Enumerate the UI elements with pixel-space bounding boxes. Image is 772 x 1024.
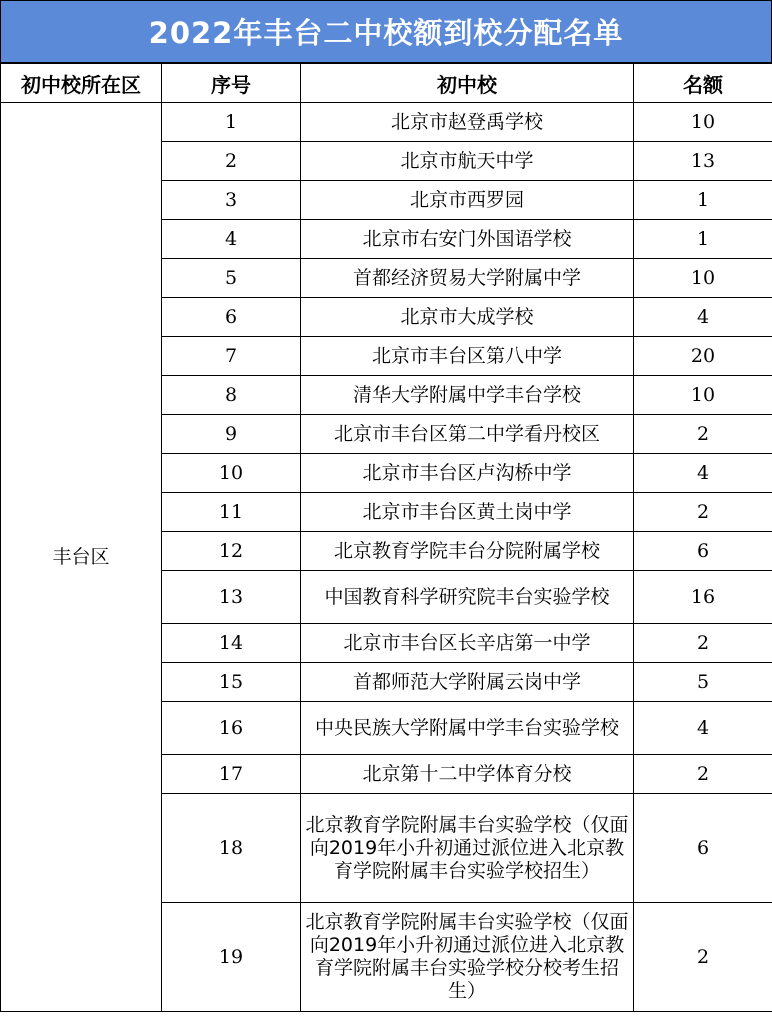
school-cell: 北京市丰台区第二中学看丹校区: [301, 415, 634, 454]
school-cell: 北京市丰台区第八中学: [301, 337, 634, 376]
school-cell: 清华大学附属中学丰台学校: [301, 376, 634, 415]
district-cell: 丰台区: [1, 103, 162, 1012]
school-cell: 北京市赵登禹学校: [301, 103, 634, 142]
quota-cell: 16: [634, 571, 772, 624]
header-row: [1, 64, 772, 103]
school-cell: 中国教育科学研究院丰台实验学校: [301, 571, 634, 624]
number-cell: 3: [162, 181, 301, 220]
school-cell: 北京教育学院丰台分院附属学校: [301, 532, 634, 571]
number-cell: 7: [162, 337, 301, 376]
number-cell: 13: [162, 571, 301, 624]
school-cell: 北京第十二中学体育分校: [301, 755, 634, 794]
number-cell: 12: [162, 532, 301, 571]
sheet-title: 2022年丰台二中校额到校分配名单: [0, 0, 772, 63]
number-cell: 16: [162, 702, 301, 755]
school-cell: 北京市大成学校: [301, 298, 634, 337]
header-district: 初中校所在区: [1, 64, 162, 103]
allocation-table: [0, 63, 772, 1012]
school-cell: 首都经济贸易大学附属中学: [301, 259, 634, 298]
number-cell: 15: [162, 663, 301, 702]
quota-cell: 2: [634, 415, 772, 454]
school-cell: 北京市丰台区卢沟桥中学: [301, 454, 634, 493]
number-cell: 8: [162, 376, 301, 415]
quota-cell: 20: [634, 337, 772, 376]
quota-cell: 1: [634, 181, 772, 220]
school-cell: 中央民族大学附属中学丰台实验学校: [301, 702, 634, 755]
quota-cell: 6: [634, 794, 772, 903]
number-cell: 18: [162, 794, 301, 903]
header-number: 序号: [162, 64, 301, 103]
number-cell: 11: [162, 493, 301, 532]
school-cell: 北京市右安门外国语学校: [301, 220, 634, 259]
header-school: 初中校: [301, 64, 634, 103]
quota-cell: 5: [634, 663, 772, 702]
quota-cell: 2: [634, 755, 772, 794]
quota-cell: 13: [634, 142, 772, 181]
quota-cell: 10: [634, 103, 772, 142]
school-cell: 首都师范大学附属云岗中学: [301, 663, 634, 702]
number-cell: 19: [162, 903, 301, 1012]
school-cell: 北京教育学院附属丰台实验学校（仅面向2019年小升初通过派位进入北京教育学院附属丰台实验学校分校考生招生）: [301, 903, 634, 1012]
number-cell: 6: [162, 298, 301, 337]
quota-cell: 1: [634, 220, 772, 259]
quota-cell: 10: [634, 259, 772, 298]
school-cell: 北京教育学院附属丰台实验学校（仅面向2019年小升初通过派位进入北京教育学院附属丰台实验学校招生）: [301, 794, 634, 903]
quota-cell: 2: [634, 903, 772, 1012]
quota-cell: 10: [634, 376, 772, 415]
school-cell: 北京市航天中学: [301, 142, 634, 181]
number-cell: 9: [162, 415, 301, 454]
quota-cell: 2: [634, 493, 772, 532]
number-cell: 1: [162, 103, 301, 142]
quota-cell: 2: [634, 624, 772, 663]
number-cell: 14: [162, 624, 301, 663]
school-cell: 北京市西罗园: [301, 181, 634, 220]
quota-cell: 4: [634, 702, 772, 755]
number-cell: 17: [162, 755, 301, 794]
number-cell: 10: [162, 454, 301, 493]
quota-cell: 4: [634, 454, 772, 493]
school-cell: 北京市丰台区黄土岗中学: [301, 493, 634, 532]
quota-cell: 4: [634, 298, 772, 337]
number-cell: 4: [162, 220, 301, 259]
school-cell: 北京市丰台区长辛店第一中学: [301, 624, 634, 663]
number-cell: 5: [162, 259, 301, 298]
table-row: [1, 103, 772, 142]
header-quota: 名额: [634, 64, 772, 103]
number-cell: 2: [162, 142, 301, 181]
quota-cell: 6: [634, 532, 772, 571]
